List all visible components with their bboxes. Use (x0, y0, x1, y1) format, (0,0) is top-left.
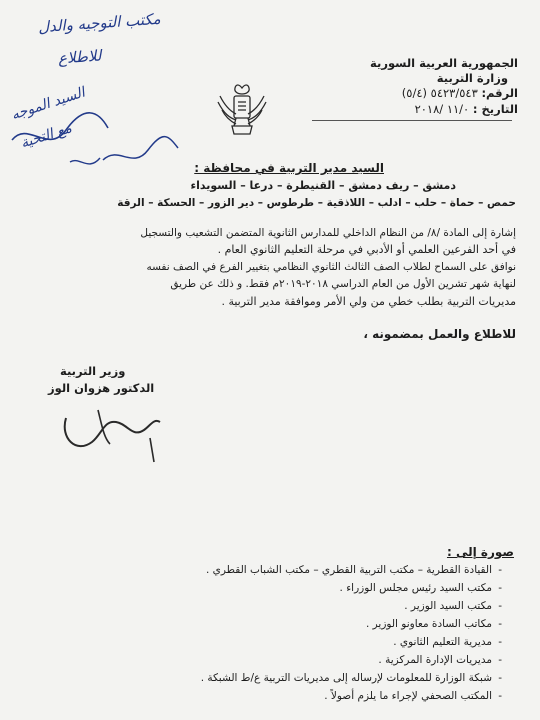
ref-label: الرقم: (481, 86, 518, 100)
closing-line: للاطلاع والعمل بمضمونه ، (363, 327, 516, 341)
copy-bullet: - (498, 600, 502, 612)
body-line-4: لنهاية شهر تشرين الأول من العام الدراسي ٢٠١٨-٢٠١٩م فقط. و ذلك عن طريق (170, 278, 516, 290)
eagle-emblem-icon (214, 78, 270, 140)
copy-item: مكتب السيد رئيس مجلس الوزراء . (339, 582, 492, 594)
copy-bullet: - (498, 672, 502, 684)
copy-item: مديرية التعليم الثانوي . (393, 636, 492, 648)
handwritten-scribble (8, 100, 183, 180)
copy-bullet: - (498, 564, 502, 576)
header-country: الجمهورية العربية السورية (370, 56, 518, 70)
copies-heading: صورة إلى : (446, 545, 514, 559)
copy-bullet: - (498, 690, 502, 702)
date-value: ١١/٠ /٢٠١٨ (414, 102, 470, 116)
addressee-title: السيد مدير التربية في محافظة : (194, 161, 384, 175)
body-line-3: نوافق على السماح لطلاب الصف الثالث الثانوي النظامي بتغيير الفرع في الصف نفسه (146, 261, 516, 273)
copy-item: مديريات الإدارة المركزية . (378, 654, 492, 666)
copy-bullet: - (498, 654, 502, 666)
copy-bullet: - (498, 582, 502, 594)
copy-bullet: - (498, 618, 502, 630)
handwritten-note-top: مكتب التوجيه والدل (37, 9, 162, 37)
signature-mark (58, 398, 168, 468)
body-line-1: إشارة إلى المادة /٨/ من النظام الداخلي للمدارس الثانوية المتضمن التشعيب والتسجيل (140, 227, 516, 239)
header-ministry: وزارة التربية (436, 71, 508, 85)
copy-item: مكتب السيد الوزير . (404, 600, 492, 612)
handwritten-note-top-line2: للاطلاع (57, 46, 102, 68)
body-line-2: في أحد الفرعين العلمي أو الأدبي في مرحلة التعليم الثانوي العام . (217, 243, 516, 256)
copy-item: القيادة القطرية – مكتب التربية القطري – مكتب الشباب القطري . (205, 564, 492, 576)
header-divider (312, 120, 512, 121)
copy-item: المكتب الصحفي لإجراء ما يلزم أصولاً . (324, 690, 492, 702)
addressee-provinces-line1: دمشق – ريف دمشق – القنيطرة – درعا – السويداء (190, 179, 456, 192)
copy-item: شبكة الوزارة للمعلومات لإرساله إلى مديريات التربية ع/ط الشبكة . (200, 672, 492, 684)
ref-value: ٥٤٢٣/٥٤٣ (٥/٤) (401, 86, 478, 100)
copy-bullet: - (498, 636, 502, 648)
handwritten-note-left: السيد الموجه (9, 84, 87, 124)
copy-item: مكاتب السادة معاونو الوزير . (365, 618, 492, 630)
handwritten-note-left-line2: مع التحية (18, 120, 74, 152)
body-line-5: مديريات التربية بطلب خطي من ولي الأمر وموافقة مدير التربية . (221, 295, 516, 308)
header-ref (402, 88, 518, 100)
header-date (415, 104, 518, 116)
signature-name: الدكتور هزوان الوز (48, 381, 155, 395)
signature-role: وزير التربية (60, 364, 126, 378)
date-label: التاريخ : (472, 102, 518, 116)
addressee-provinces-line2: حمص – حماة – حلب – ادلب – اللاذقية – طرطوس – دير الزور – الحسكة – الرقة (117, 197, 516, 209)
